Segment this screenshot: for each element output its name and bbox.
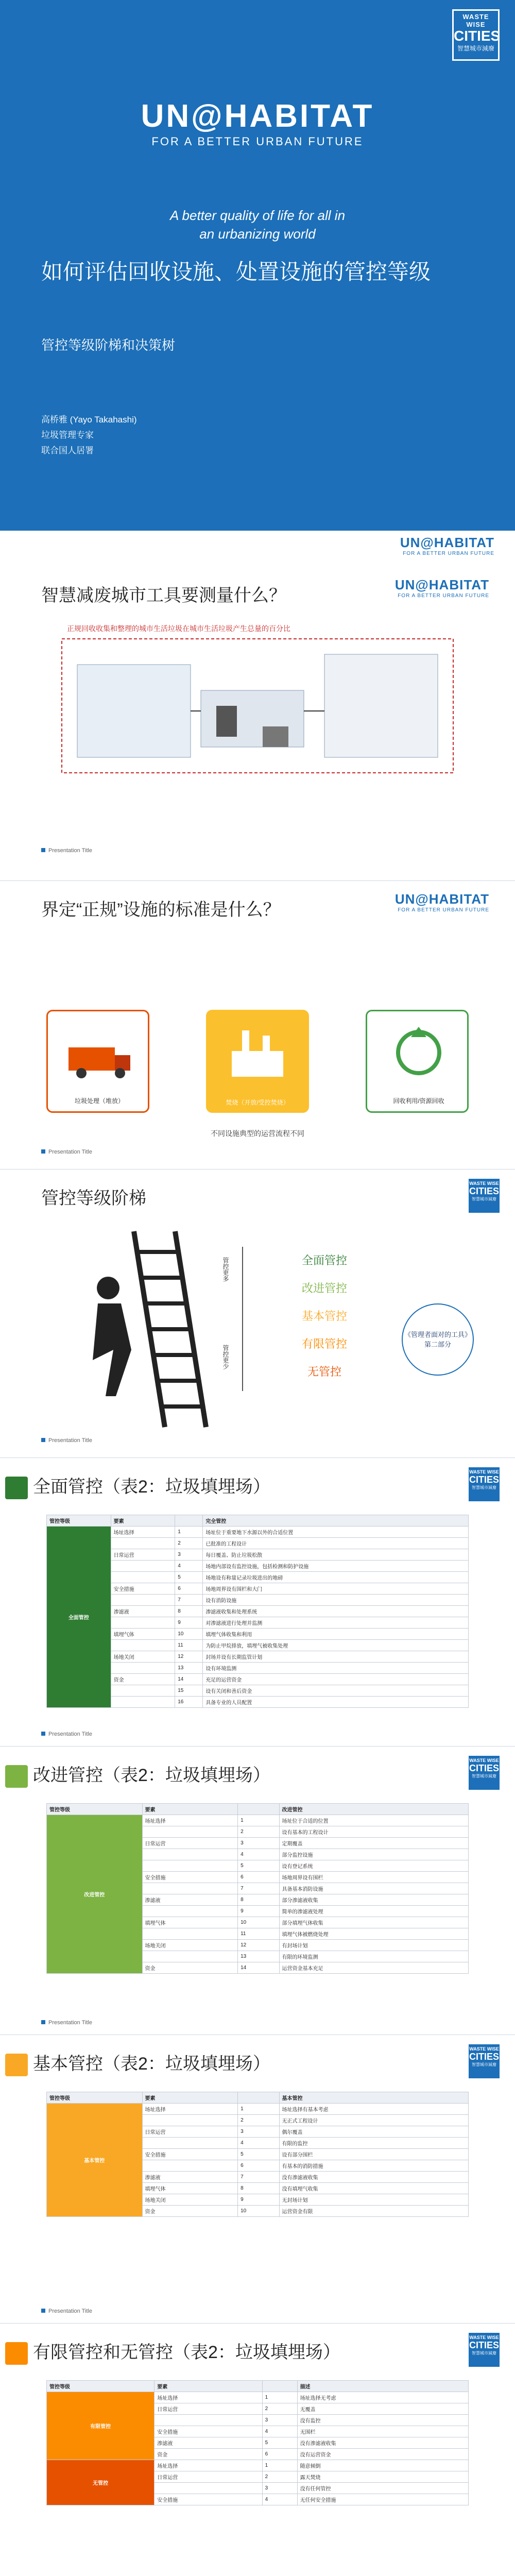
diagram-red-note: 正规回收收集和整理的城市生活垃圾在城市生活垃圾产生总量的百分比 bbox=[67, 624, 290, 633]
facility-recycling-box: 回收利用/资源回收 bbox=[366, 1010, 469, 1113]
description-cell: 露天焚烧 bbox=[297, 2471, 468, 2483]
element-cell bbox=[142, 2138, 238, 2149]
waste-wise-cities-small-logo: WASTE WISE CITIES 智慧城市減廢 bbox=[469, 1467, 500, 1501]
element-cell bbox=[142, 1849, 238, 1860]
category-cell: 无管控 bbox=[47, 2460, 154, 2505]
description-cell: 简单的渗滤液处理 bbox=[279, 1906, 468, 1917]
level-limited: 有限管控 bbox=[301, 1337, 347, 1350]
slide-title: 基本管控（表2：垃圾填埋场） bbox=[5, 2049, 270, 2076]
slide-formal-criteria bbox=[0, 881, 515, 1170]
description-cell: 没有任何管控 bbox=[297, 2483, 468, 2494]
index-cell: 5 bbox=[238, 2149, 279, 2160]
element-cell bbox=[111, 1561, 175, 1572]
element-cell: 资金 bbox=[142, 2206, 238, 2217]
control-table bbox=[46, 2092, 469, 2217]
slide-table-improved bbox=[0, 1747, 515, 2035]
category-cell: 有限管控 bbox=[47, 2392, 154, 2460]
waste-wise-cities-small-logo: WASTE WISE CITIES 智慧城市減廢 bbox=[469, 2044, 500, 2078]
element-cell: 场地关闭 bbox=[142, 1940, 238, 1951]
index-cell: 9 bbox=[238, 2194, 279, 2206]
description-cell: 设有部分围栏 bbox=[279, 2149, 468, 2160]
element-cell bbox=[142, 1826, 238, 1838]
un-habitat-logo: UN@HABITAT bbox=[141, 98, 374, 134]
index-cell: 10 bbox=[238, 2206, 279, 2217]
un-habitat-small-logo: UN@HABITAT FOR A BETTER URBAN FUTURE bbox=[394, 891, 489, 913]
element-cell: 渗滤液 bbox=[154, 2437, 262, 2449]
element-cell: 渗滤液 bbox=[142, 1894, 238, 1906]
waste-wise-cities-small-logo: WASTE WISE CITIES 智慧城市減廢 bbox=[469, 1756, 500, 1790]
element-cell bbox=[111, 1640, 175, 1651]
slide-control-ladder bbox=[0, 1170, 515, 1458]
description-cell: 场址选择有基本考虑 bbox=[279, 2104, 468, 2115]
facility-dump-box: 垃圾处理（堆放） bbox=[46, 1010, 149, 1113]
waste-wise-cities-logo: WASTE WISE CITIES 智慧城市減廢 bbox=[452, 9, 500, 61]
index-cell: 2 bbox=[238, 1826, 279, 1838]
waste-wise-cities-small-logo: WASTE WISE CITIES 智慧城市減廢 bbox=[469, 2333, 500, 2367]
level-full: 全面管控 bbox=[301, 1254, 347, 1267]
element-cell bbox=[142, 1883, 238, 1894]
element-cell bbox=[111, 1572, 175, 1583]
index-cell: 3 bbox=[262, 2415, 297, 2426]
index-cell: 6 bbox=[262, 2449, 297, 2460]
logo-bar bbox=[0, 531, 515, 567]
slide-title: 全面管控（表2：垃圾填埋场） bbox=[5, 1472, 270, 1499]
description-cell: 有基本的消防措施 bbox=[279, 2160, 468, 2172]
element-cell: 资金 bbox=[111, 1674, 175, 1685]
description-cell: 随意倾倒 bbox=[297, 2460, 468, 2471]
element-cell: 场址选择 bbox=[154, 2460, 262, 2471]
index-cell: 4 bbox=[238, 1849, 279, 1860]
index-cell: 7 bbox=[238, 2172, 279, 2183]
element-cell: 填埋气体 bbox=[111, 1629, 175, 1640]
table-row bbox=[47, 2460, 469, 2471]
slide-title: 有限管控和无管控（表2：垃圾填埋场） bbox=[5, 2338, 340, 2365]
description-cell: 设有基本的工程设计 bbox=[279, 1826, 468, 1838]
slide-footer: Presentation Title bbox=[41, 1731, 92, 1737]
index-cell: 1 bbox=[238, 2104, 279, 2115]
index-cell: 5 bbox=[238, 1860, 279, 1872]
element-cell: 资金 bbox=[142, 1962, 238, 1974]
description-cell: 有限的监控 bbox=[279, 2138, 468, 2149]
element-cell: 安全措施 bbox=[142, 2149, 238, 2160]
element-cell: 填埋气体 bbox=[142, 1917, 238, 1928]
index-cell: 3 bbox=[262, 2483, 297, 2494]
slide-footer: Presentation Title bbox=[41, 1437, 92, 1444]
table-row bbox=[47, 1815, 469, 1826]
element-cell: 日常运营 bbox=[154, 2403, 262, 2415]
ladder-callout: 《管理者面对的工具》第二部分 bbox=[402, 1303, 474, 1376]
index-cell: 1 bbox=[238, 1815, 279, 1826]
description-cell: 场址位于重要地下水源以外的合适位置 bbox=[203, 1527, 469, 1538]
description-cell: 设有关闭和善后资金 bbox=[203, 1685, 469, 1697]
ladder-climber-icon bbox=[31, 1226, 237, 1432]
un-habitat-small-logo: UN@HABITAT FOR A BETTER URBAN FUTURE bbox=[394, 577, 489, 599]
description-cell: 场址位于合适的位置 bbox=[279, 1815, 468, 1826]
element-cell: 场址选择 bbox=[111, 1527, 175, 1538]
description-cell: 有限的环境监测 bbox=[279, 1951, 468, 1962]
description-cell: 部分填埋气体收集 bbox=[279, 1917, 468, 1928]
description-cell: 具备专业的人员配置 bbox=[203, 1697, 469, 1708]
slide-title: 界定“正规”设施的标准是什么？ bbox=[41, 900, 281, 920]
description-cell: 封场并设有长期监管计划 bbox=[203, 1651, 469, 1663]
element-cell bbox=[111, 1617, 175, 1629]
description-cell: 无任何安全措施 bbox=[297, 2494, 468, 2505]
element-cell bbox=[142, 1951, 238, 1962]
index-cell: 10 bbox=[238, 1917, 279, 1928]
index-cell: 14 bbox=[238, 1962, 279, 1974]
category-cell: 改进管控 bbox=[47, 1815, 143, 1974]
axis-top-label: 管控更多 bbox=[222, 1257, 229, 1282]
description-cell: 为防止甲烷排放，填埋气被收集处理 bbox=[203, 1640, 469, 1651]
waste-flow-svg bbox=[46, 623, 469, 793]
description-cell: 填埋气体收集和利用 bbox=[203, 1629, 469, 1640]
index-cell: 4 bbox=[262, 2494, 297, 2505]
element-cell: 填埋气体 bbox=[142, 2183, 238, 2194]
index-cell: 13 bbox=[175, 1663, 203, 1674]
index-cell: 4 bbox=[175, 1561, 203, 1572]
level-color-chip bbox=[5, 2342, 28, 2365]
description-cell: 偶尔覆盖 bbox=[279, 2126, 468, 2138]
slide-table-full bbox=[0, 1458, 515, 1747]
ladder-level-list bbox=[278, 1247, 371, 1386]
ladder-axis bbox=[242, 1247, 243, 1391]
element-cell: 场址选择 bbox=[142, 2104, 238, 2115]
index-cell: 2 bbox=[175, 1538, 203, 1549]
description-cell: 场地周界设有围栏 bbox=[279, 1872, 468, 1883]
description-cell: 已批准的工程设计 bbox=[203, 1538, 469, 1549]
index-cell: 8 bbox=[238, 1894, 279, 1906]
level-basic: 基本管控 bbox=[301, 1310, 347, 1323]
slide-title: 改进管控（表2：垃圾填埋场） bbox=[5, 1761, 270, 1788]
index-cell: 6 bbox=[175, 1583, 203, 1595]
element-cell bbox=[154, 2415, 262, 2426]
element-cell: 安全措施 bbox=[142, 1872, 238, 1883]
index-cell: 12 bbox=[175, 1651, 203, 1663]
description-cell: 没有渗滤液收集 bbox=[279, 2172, 468, 2183]
element-cell: 安全措施 bbox=[154, 2426, 262, 2437]
description-cell: 没有填埋气收集 bbox=[279, 2183, 468, 2194]
description-cell: 场地内部设有监控设施，包括检测和防护设施 bbox=[203, 1561, 469, 1572]
element-cell bbox=[111, 1538, 175, 1549]
axis-bottom-label: 管控更少 bbox=[222, 1345, 229, 1369]
description-cell: 场地周界设有围栏和大门 bbox=[203, 1583, 469, 1595]
tagline: A better quality of life for all in an urbanizing world bbox=[169, 208, 346, 242]
element-cell bbox=[111, 1595, 175, 1606]
factory-icon bbox=[206, 1010, 309, 1092]
element-cell bbox=[142, 1928, 238, 1940]
slide-title: 智慧减废城市工具要测量什么？ bbox=[41, 586, 286, 605]
slide-footer: Presentation Title bbox=[41, 2020, 92, 2026]
level-color-chip bbox=[5, 1765, 28, 1788]
index-cell: 8 bbox=[175, 1606, 203, 1617]
description-cell: 具备基本消防设施 bbox=[279, 1883, 468, 1894]
index-cell: 2 bbox=[238, 2115, 279, 2126]
un-habitat-slogan: FOR A BETTER URBAN FUTURE bbox=[151, 135, 364, 148]
description-cell: 渗滤液收集和处理系统 bbox=[203, 1606, 469, 1617]
index-cell: 7 bbox=[238, 1883, 279, 1894]
description-cell: 填埋气体被燃烧处理 bbox=[279, 1928, 468, 1940]
table-row bbox=[47, 2392, 469, 2403]
un-habitat-small-logo: UN@HABITAT FOR A BETTER URBAN FUTURE bbox=[400, 535, 494, 556]
facility-caption: 不同设施典型的运营流程不同 bbox=[211, 1129, 304, 1138]
index-cell: 6 bbox=[238, 1872, 279, 1883]
element-cell bbox=[111, 1663, 175, 1674]
index-cell: 1 bbox=[175, 1527, 203, 1538]
index-cell: 10 bbox=[175, 1629, 203, 1640]
index-cell: 9 bbox=[238, 1906, 279, 1917]
control-table bbox=[46, 1515, 469, 1708]
description-cell: 无正式工程设计 bbox=[279, 2115, 468, 2126]
element-cell: 日常运营 bbox=[142, 1838, 238, 1849]
description-cell: 没有监控 bbox=[297, 2415, 468, 2426]
slide-table-limited-none bbox=[0, 2324, 515, 2576]
level-color-chip bbox=[5, 2054, 28, 2076]
element-cell bbox=[111, 1697, 175, 1708]
title-slide bbox=[0, 0, 515, 567]
index-cell: 1 bbox=[262, 2392, 297, 2403]
description-cell: 运营资金有限 bbox=[279, 2206, 468, 2217]
presentation-subtitle: 管控等级阶梯和决策树 bbox=[41, 337, 176, 353]
index-cell: 5 bbox=[175, 1572, 203, 1583]
level-improved: 改进管控 bbox=[301, 1282, 347, 1295]
description-cell: 运营资金基本充足 bbox=[279, 1962, 468, 1974]
element-cell: 场地关闭 bbox=[111, 1651, 175, 1663]
element-cell bbox=[154, 2483, 262, 2494]
slide-footer: Presentation Title bbox=[41, 2308, 92, 2314]
category-cell: 全面管控 bbox=[47, 1527, 111, 1708]
index-cell: 5 bbox=[262, 2437, 297, 2449]
index-cell: 11 bbox=[238, 1928, 279, 1940]
index-cell: 9 bbox=[175, 1617, 203, 1629]
table-row bbox=[47, 2104, 469, 2115]
index-cell: 13 bbox=[238, 1951, 279, 1962]
index-cell: 4 bbox=[262, 2426, 297, 2437]
presenter-info: 高桥雅 (Yayo Takahashi) 垃圾管理专家 联合国人居署 bbox=[41, 415, 137, 455]
control-table-full: 管控等级 要素 完全管控 全面管控 场址选择 1 场址位于重要地下水源以外的合适位置 2 已批准的工程设计 日常运营 3 每日覆盖、防止垃圾松散 4 场地内部设有监控设施，包括检测和防护设施 5 场地设有称量记录垃圾进出的地磅 安全措施 6 场地周界设有围栏和大门 7 设有消防设施 渗滤液 8 渗滤液收集和处理系统 9 对渗滤液进行处理并监测 填埋气体 10 填埋气体收集和利用 11 为防止甲烷排放，填埋气被收集处理 场地关闭 12 封场并设有长期监管计划 13 设有环境监测 资金 14 充足的运营资金 15 设有关闭和善后资金 16 具备专业的人员配置 bbox=[46, 1515, 469, 1708]
element-cell: 场址选择 bbox=[142, 1815, 238, 1826]
index-cell: 14 bbox=[175, 1674, 203, 1685]
index-cell: 6 bbox=[238, 2160, 279, 2172]
element-cell: 日常运营 bbox=[142, 2126, 238, 2138]
element-cell: 渗滤液 bbox=[111, 1606, 175, 1617]
facility-incineration-box: 焚烧（开放/受控焚烧） bbox=[206, 1010, 309, 1113]
control-table bbox=[46, 2380, 469, 2505]
slide-footer: Presentation Title bbox=[41, 848, 92, 854]
level-color-chip bbox=[5, 1477, 28, 1499]
element-cell: 日常运营 bbox=[111, 1549, 175, 1561]
description-cell: 场址选择无考虑 bbox=[297, 2392, 468, 2403]
element-cell bbox=[111, 1685, 175, 1697]
description-cell: 无围栏 bbox=[297, 2426, 468, 2437]
index-cell: 2 bbox=[262, 2403, 297, 2415]
description-cell: 设有环境监测 bbox=[203, 1663, 469, 1674]
description-cell: 没有渗滤液收集 bbox=[297, 2437, 468, 2449]
table-row bbox=[47, 1527, 469, 1538]
description-cell: 有封场计划 bbox=[279, 1940, 468, 1951]
index-cell: 7 bbox=[175, 1595, 203, 1606]
index-cell: 3 bbox=[175, 1549, 203, 1561]
category-cell: 基本管控 bbox=[47, 2104, 143, 2217]
element-cell: 场址选择 bbox=[154, 2392, 262, 2403]
element-cell: 渗滤液 bbox=[142, 2172, 238, 2183]
index-cell: 3 bbox=[238, 2126, 279, 2138]
element-cell: 安全措施 bbox=[154, 2494, 262, 2505]
element-cell bbox=[142, 2160, 238, 2172]
description-cell: 充足的运营资金 bbox=[203, 1674, 469, 1685]
index-cell: 1 bbox=[262, 2460, 297, 2471]
element-cell: 资金 bbox=[154, 2449, 262, 2460]
index-cell: 8 bbox=[238, 2183, 279, 2194]
description-cell: 没有运营资金 bbox=[297, 2449, 468, 2460]
element-cell: 安全措施 bbox=[111, 1583, 175, 1595]
index-cell: 15 bbox=[175, 1685, 203, 1697]
description-cell: 设有登记系统 bbox=[279, 1860, 468, 1872]
level-none: 无管控 bbox=[307, 1365, 341, 1378]
index-cell: 11 bbox=[175, 1640, 203, 1651]
element-cell: 场地关闭 bbox=[142, 2194, 238, 2206]
index-cell: 3 bbox=[238, 1838, 279, 1849]
element-cell bbox=[142, 1906, 238, 1917]
recycling-icon bbox=[367, 1011, 470, 1094]
description-cell: 部分渗滤液收集 bbox=[279, 1894, 468, 1906]
description-cell: 无覆盖 bbox=[297, 2403, 468, 2415]
index-cell: 4 bbox=[238, 2138, 279, 2149]
element-cell: 日常运营 bbox=[154, 2471, 262, 2483]
index-cell: 12 bbox=[238, 1940, 279, 1951]
presentation-title: 如何评估回收设施、处置设施的管控等级 bbox=[41, 260, 431, 284]
description-cell: 对渗滤液进行处理并监测 bbox=[203, 1617, 469, 1629]
description-cell: 设有消防设施 bbox=[203, 1595, 469, 1606]
description-cell: 无封场计划 bbox=[279, 2194, 468, 2206]
slide-title: 管控等级阶梯 bbox=[41, 1189, 146, 1208]
slide-table-basic bbox=[0, 2035, 515, 2324]
element-cell bbox=[142, 2115, 238, 2126]
description-cell: 每日覆盖、防止垃圾松散 bbox=[203, 1549, 469, 1561]
waste-flow-diagram bbox=[46, 623, 469, 793]
dump-truck-icon bbox=[48, 1011, 151, 1094]
description-cell: 定期覆盖 bbox=[279, 1838, 468, 1849]
element-cell bbox=[142, 1860, 238, 1872]
slide-footer: Presentation Title bbox=[41, 1149, 92, 1155]
index-cell: 16 bbox=[175, 1697, 203, 1708]
control-table-basic: 管控等级 要素 基本管控 基本管控 场址选择 1 场址选择有基本考虑 2 无正式工程设计 日常运营 3 偶尔覆盖 4 有限的监控 安全措施 5 设有部分围栏 6 有基本的消防措施 渗滤液 7 没有渗滤液收集 填埋气体 8 没有填埋气收集 场地关闭 9 无封场计划 资金 10 运营资金有限 bbox=[46, 2092, 469, 2217]
slide-measure bbox=[0, 567, 515, 881]
description-cell: 部分监控设施 bbox=[279, 1849, 468, 1860]
control-table bbox=[46, 1803, 469, 1974]
waste-wise-cities-small-logo: WASTE WISE CITIES 智慧城市減廢 bbox=[469, 1179, 500, 1213]
index-cell: 2 bbox=[262, 2471, 297, 2483]
control-table-improved: 管控等级 要素 改进管控 改进管控 场址选择 1 场址位于合适的位置 2 设有基本的工程设计 日常运营 3 定期覆盖 4 部分监控设施 5 设有登记系统 安全措施 6 场地周界设有围栏 7 具备基本消防设施 渗滤液 8 部分渗滤液收集 9 简单的渗滤液处理 填埋气体 10 部分填埋气体收集 11 填埋气体被燃烧处理 场地关闭 12 有封场计划 13 有限的环境监测 资金 14 运营资金基本充足 bbox=[46, 1803, 469, 1974]
control-table-limited-none: 管控等级 要素 描述 有限管控 场址选择 1 场址选择无考虑 日常运营 2 无覆盖 3 没有监控 安全措施 4 无围栏 渗滤液 5 没有渗滤液收集 资金 6 没有运营资金 无管控 场址选择 1 随意倾倒 日常运营 2 露天焚烧 3 没有任何管控 安全措施 4 无任何安全措施 bbox=[46, 2380, 469, 2505]
description-cell: 场地设有称量记录垃圾进出的地磅 bbox=[203, 1572, 469, 1583]
